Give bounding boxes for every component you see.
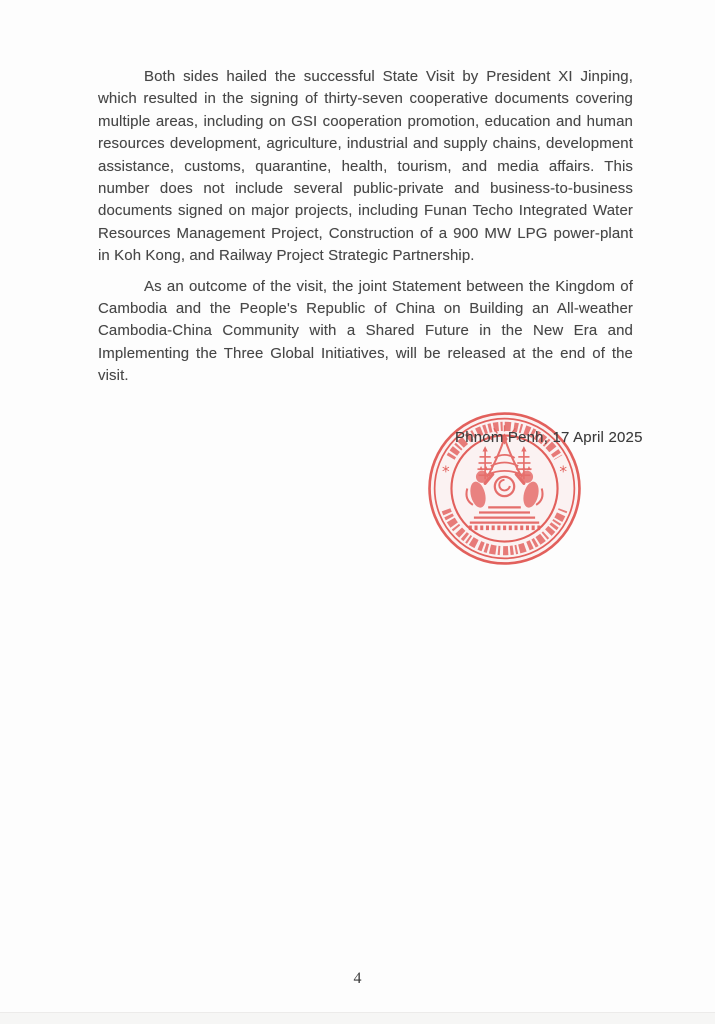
place-date-line: Phnom Penh, 17 April 2025 (455, 429, 643, 446)
page-number: 4 (353, 970, 362, 987)
document-text-block (98, 66, 633, 396)
seal-star-separator-left: * (442, 462, 450, 481)
seal-star-separator-right: * (559, 462, 567, 481)
paragraph-joint-statement: As an outcome of the visit, the joint Statement between the Kingdom of Cambodia and the People's Republic of China on Building an All-weather Cambodia-China Community with a Shared Future in the New Era and Implementing the Three Global Initiatives, will be released at the end of the visit. (98, 277, 633, 385)
paragraph-state-visit: Both sides hailed the successful State Visit by President XI Jinping, which resulted in the signing of thirty-seven cooperative documents covering multiple areas, including on GSI cooperation promotion, education and human resources development, agriculture, industrial and supply chains, development assistance, customs, quarantine, health, tourism, and media affairs. This number does not include several public-private and business-to-business documents signed on major projects, including Funan Techo Integrated Water Resources Management Project, Construction of a 900 MW LPG power-plant in Koh Kong, and Railway Project Strategic Partnership. (98, 68, 633, 265)
scan-bottom-edge (0, 1012, 715, 1024)
